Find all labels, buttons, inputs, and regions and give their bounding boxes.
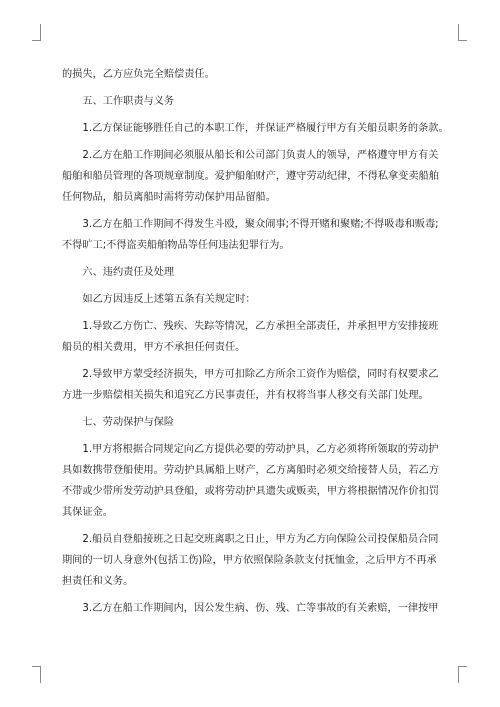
document-body bbox=[62, 64, 449, 625]
crop-mark-bottom-right bbox=[458, 666, 467, 683]
paragraph-clause bbox=[62, 289, 439, 310]
paragraph-clause bbox=[62, 145, 439, 208]
text-line: 2.导致甲方蒙受经济损失，甲方可扣除乙方所余工资作为赔偿，同时有权要求乙 bbox=[82, 369, 439, 380]
text-line: 如乙方因违反上述第五条有关规定时： bbox=[82, 294, 256, 305]
paragraph-clause bbox=[62, 364, 439, 406]
text-line: 担责任和义务。 bbox=[62, 576, 134, 587]
section-heading-5: 五、工作职责与义务 bbox=[82, 96, 175, 107]
text-line: 方进一步赔偿相关损失和追究乙方民事责任，并有权将当事人移交有关部门处理。 bbox=[62, 390, 429, 401]
paragraph-clause bbox=[62, 316, 439, 358]
section-heading-7: 七、劳动保护与保险 bbox=[82, 417, 175, 428]
text-line: 2.乙方在船工作期间必须服从船长和公司部门负责人的领导，严格遵守甲方有关 bbox=[82, 150, 439, 161]
text-line: 具如数携带登船使用。劳动护具属船上财产，乙方离船时必须交给接替人员，若乙方 bbox=[62, 465, 439, 476]
text-line: 任何物品，船员离船时需将劳动保护用品留船。 bbox=[62, 192, 276, 203]
text-line: 的损失，乙方应负完全赔偿责任。 bbox=[62, 69, 215, 80]
text-line: 船舶和船员管理的各项规章制度。爱护船舶财产，遵守劳动纪律，不得私拿变卖船舶 bbox=[62, 171, 439, 182]
paragraph-clause bbox=[62, 214, 439, 256]
text-line: 期间的一切人身意外(包括工伤)险，甲方依照保险条款支付抚恤金，之后甲方不再承 bbox=[62, 555, 437, 566]
paragraph-continuation bbox=[62, 64, 439, 85]
paragraph-clause bbox=[62, 529, 439, 592]
paragraph-clause bbox=[62, 598, 439, 619]
text-line: 2.船员自登船接班之日起交班离职之日止，甲方为乙方向保险公司投保船员合同 bbox=[82, 534, 439, 545]
crop-mark-top-left bbox=[32, 24, 41, 41]
paragraph-clause bbox=[62, 118, 449, 139]
text-line: 不得旷工;不得盗卖船舶物品等任何违法犯罪行为。 bbox=[62, 240, 290, 251]
crop-mark-top-right bbox=[458, 24, 467, 41]
text-line: 1.甲方将根据合同规定向乙方提供必要的劳动护具，乙方必须将所领取的劳动护 bbox=[82, 444, 439, 455]
text-line: 3.乙方在船工作期间不得发生斗殴，聚众闹事;不得开赌和聚赌;不得吸毒和贩毒; bbox=[82, 219, 439, 230]
text-line: 1.乙方保证能够胜任自己的本职工作，并保证严格履行甲方有关船员职务的条款。 bbox=[82, 123, 449, 134]
text-line: 其保证金。 bbox=[62, 507, 113, 518]
text-line: 不带或少带所发劳动护具登船，或将劳动护具遗失或贩卖，甲方将根据情况作价扣罚 bbox=[62, 486, 439, 497]
text-line: 船员的相关费用，甲方不承担任何责任。 bbox=[62, 342, 246, 353]
crop-mark-bottom-left bbox=[32, 666, 41, 683]
text-line: 1.导致乙方伤亡、残疾、失踪等情况，乙方承担全部责任，并承担甲方安排接班 bbox=[82, 321, 439, 332]
text-line: 3.乙方在船工作期间内，因公发生病、伤、残、亡等事故的有关索赔，一律按甲 bbox=[82, 603, 439, 614]
paragraph-clause bbox=[62, 439, 439, 523]
section-heading-6: 六、违约责任及处理 bbox=[82, 267, 175, 278]
